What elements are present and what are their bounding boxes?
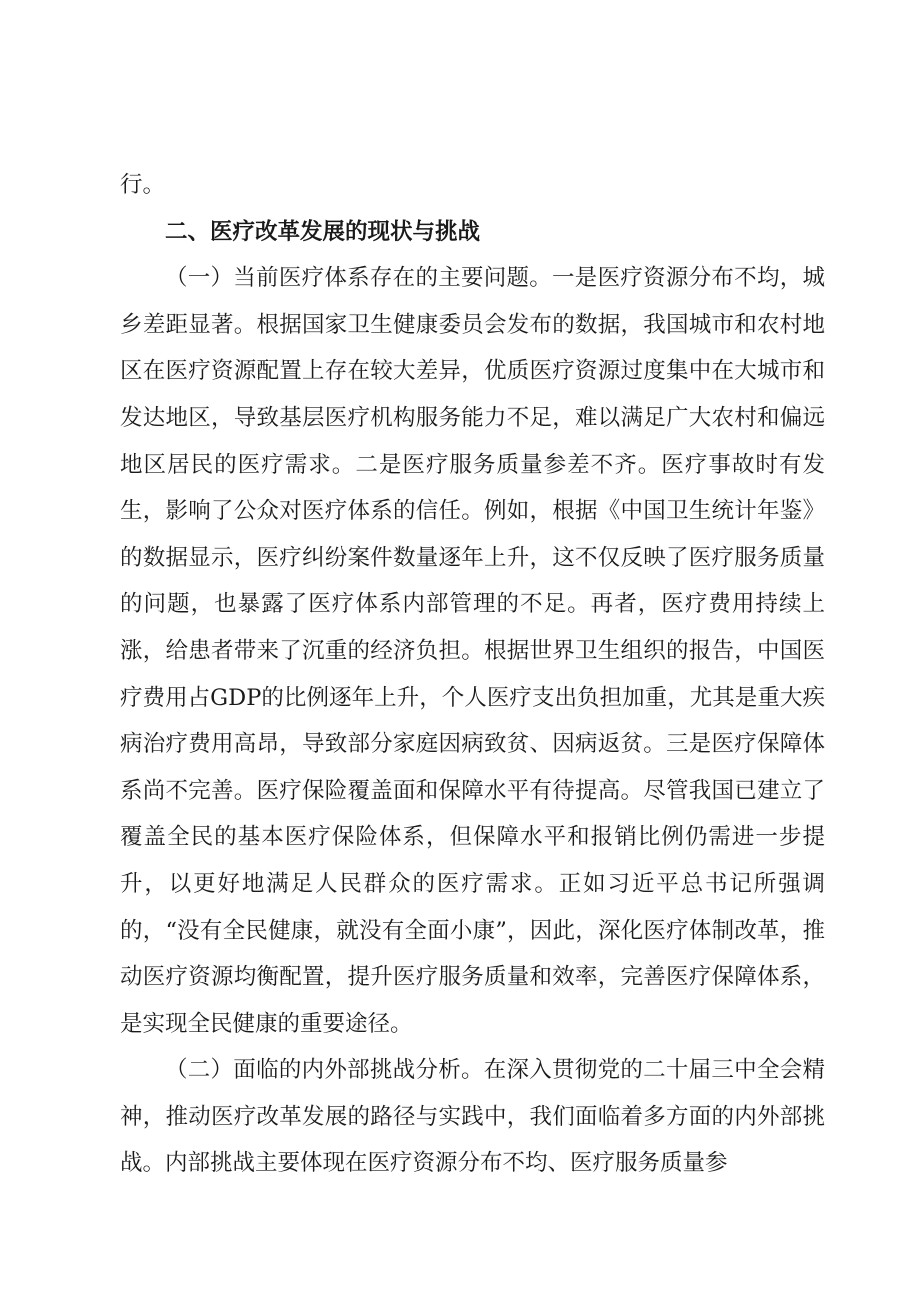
- continuation-text: 行。: [120, 172, 166, 198]
- section-heading: 二、医疗改革发展的现状与挑战: [165, 218, 481, 245]
- document-page: [120, 162, 825, 1187]
- paragraph-challenges: （二）面临的内外部挑战分析。在深入贯彻党的二十届三中全会精神，推动医疗改革发展的路径与实践中，我们面临着多方面的内外部挑战。内部挑战主要体现在医疗资源分布不均、医疗服务质量参: [120, 1057, 825, 1177]
- paragraph-current-problems: （一）当前医疗体系存在的主要问题。一是医疗资源分布不均，城乡差距显著。根据国家卫生健康委员会发布的数据，我国城市和农村地区在医疗资源配置上存在较大差异，优质医疗资源过度集中在大城市和发达地区，导致基层医疗机构服务能力不足，难以满足广大农村和偏远地区居民的医疗需求。二是医疗服务质量参差不齐。医疗事故时有发生，影响了公众对医疗体系的信任。例如，根据《中国卫生统计年鉴》的数据显示，医疗纠纷案件数量逐年上升，这不仅反映了医疗服务质量的问题，也暴露了医疗体系内部管理的不足。再者，医疗费用持续上涨，给患者带来了沉重的经济负担。根据世界卫生组织的报告，中国医疗费用占GDP的比例逐年上升，个人医疗支出负担加重，尤其是重大疾病治疗费用高昂，导致部分家庭因病致贫、因病返贫。三是医疗保障体系尚不完善。医疗保险覆盖面和保障水平有待提高。尽管我国已建立了覆盖全民的基本医疗保险体系，但保障水平和报销比例仍需进一步提升，以更好地满足人民群众的医疗需求。正如习近平总书记所强调的，“没有全民健康，就没有全面小康”，因此，深化医疗体制改革，推动医疗资源均衡配置，提升医疗服务质量和效率，完善医疗保障体系，是实现全民健康的重要途径。: [120, 265, 825, 1037]
